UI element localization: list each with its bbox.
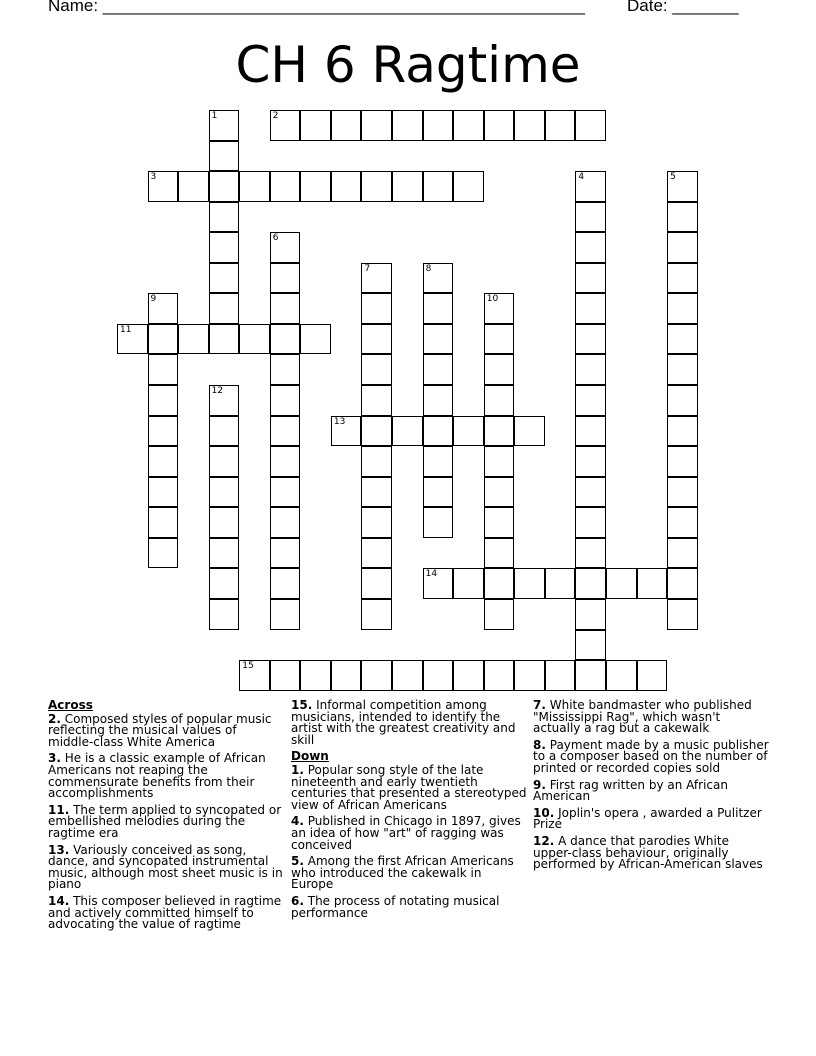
crossword-cell[interactable] xyxy=(270,507,301,538)
clue-text: Popular song style of the late nineteenth and early twentieth centuries that presented a stereotyped view of African Americans xyxy=(291,762,527,812)
crossword-cell[interactable] xyxy=(209,324,240,355)
clue-text: Composed styles of popular music reflecting the musical values of middle-class White America xyxy=(48,711,272,749)
crossword-cell[interactable] xyxy=(667,507,698,538)
crossword-cell[interactable] xyxy=(361,568,392,599)
crossword-cell[interactable] xyxy=(484,538,515,569)
crossword-cell[interactable] xyxy=(209,599,240,630)
crossword-cell[interactable] xyxy=(209,141,240,172)
crossword-cell[interactable] xyxy=(300,110,331,141)
crossword-cell[interactable] xyxy=(209,446,240,477)
crossword-cell[interactable] xyxy=(239,171,270,202)
crossword-cell[interactable] xyxy=(209,263,240,294)
crossword-cell[interactable] xyxy=(575,538,606,569)
crossword-cell[interactable] xyxy=(667,477,698,508)
crossword-cell[interactable] xyxy=(270,446,301,477)
crossword-cell[interactable] xyxy=(270,232,301,263)
crossword-cell[interactable] xyxy=(453,660,484,691)
crossword-cell[interactable] xyxy=(270,263,301,294)
crossword-cell[interactable] xyxy=(484,599,515,630)
clue-across-3 xyxy=(48,753,284,799)
crossword-cell[interactable] xyxy=(270,385,301,416)
clue-across-2 xyxy=(48,711,284,749)
crossword-cell[interactable] xyxy=(667,232,698,263)
crossword-cell[interactable] xyxy=(361,354,392,385)
clue-number: 1. xyxy=(291,762,304,777)
clue-number: 5. xyxy=(291,854,304,869)
crossword-cell[interactable] xyxy=(423,385,454,416)
crossword-cell[interactable] xyxy=(575,416,606,447)
clue-number: 2. xyxy=(48,711,61,726)
crossword-cell[interactable] xyxy=(575,171,606,202)
crossword-cell[interactable] xyxy=(392,110,423,141)
clue-across-11 xyxy=(48,802,284,840)
crossword-cell[interactable] xyxy=(423,416,454,447)
crossword-cell[interactable] xyxy=(484,446,515,477)
crossword-cell[interactable] xyxy=(423,263,454,294)
clue-number: 9. xyxy=(533,777,546,792)
crossword-cell[interactable] xyxy=(148,507,179,538)
cell-number: 13 xyxy=(333,416,346,427)
crossword-cell[interactable] xyxy=(667,263,698,294)
crossword-cell[interactable] xyxy=(667,568,698,599)
crossword-cell[interactable] xyxy=(331,416,362,447)
crossword-cell[interactable] xyxy=(667,324,698,355)
crossword-cell[interactable] xyxy=(423,110,454,141)
crossword-cell[interactable] xyxy=(148,293,179,324)
clue-text: Variously conceived as song, dance, and syncopated instrumental music, although most sheet music is in piano xyxy=(48,842,283,892)
crossword-cell[interactable] xyxy=(606,660,637,691)
crossword-cell[interactable] xyxy=(148,416,179,447)
crossword-cell[interactable] xyxy=(514,110,545,141)
clue-text: Joplin's opera , awarded a Pulitzer Prize xyxy=(533,805,762,832)
clue-number: 14. xyxy=(48,893,70,908)
crossword-cell[interactable] xyxy=(484,110,515,141)
crossword-cell[interactable] xyxy=(178,324,209,355)
clue-across-14 xyxy=(48,893,284,932)
clue-down-4 xyxy=(291,816,527,851)
crossword-cell[interactable] xyxy=(423,660,454,691)
crossword-cell[interactable] xyxy=(331,110,362,141)
cell-number: 10 xyxy=(486,294,499,305)
crossword-cell[interactable] xyxy=(361,599,392,630)
crossword-cell[interactable] xyxy=(484,354,515,385)
crossword-cell[interactable] xyxy=(575,324,606,355)
crossword-cell[interactable] xyxy=(453,110,484,141)
crossword-cell[interactable] xyxy=(148,385,179,416)
cell-number: 12 xyxy=(211,386,224,397)
crossword-cell[interactable] xyxy=(270,568,301,599)
crossword-cell[interactable] xyxy=(484,660,515,691)
crossword-cell[interactable] xyxy=(209,171,240,202)
clue-number: 13. xyxy=(48,842,70,857)
crossword-cell[interactable] xyxy=(423,477,454,508)
crossword-cell[interactable] xyxy=(270,171,301,202)
crossword-cell[interactable] xyxy=(667,599,698,630)
name-field-label: Name: ___________________________________________________ xyxy=(48,0,585,15)
crossword-cell[interactable] xyxy=(209,538,240,569)
clue-text: Among the first African Americans who introduced the cakewalk in Europe xyxy=(291,854,514,892)
cell-number: 11 xyxy=(120,324,132,335)
crossword-cell[interactable] xyxy=(545,568,576,599)
crossword-cell[interactable] xyxy=(667,446,698,477)
crossword-cell[interactable] xyxy=(637,660,668,691)
cell-number: 2 xyxy=(272,111,279,121)
crossword-cell[interactable] xyxy=(667,385,698,416)
clue-across-13 xyxy=(48,842,284,892)
crossword-cell[interactable] xyxy=(300,660,331,691)
crossword-cell[interactable] xyxy=(667,293,698,324)
crossword-cell[interactable] xyxy=(484,293,515,324)
cell-number: 4 xyxy=(578,172,585,183)
crossword-cell[interactable] xyxy=(209,416,240,447)
clue-across-15 xyxy=(291,700,527,746)
crossword-cell[interactable] xyxy=(484,416,515,447)
clue-text: Payment made by a music publisher to a composer based on the number of printed or recorded copies sold xyxy=(533,737,769,775)
crossword-cell[interactable] xyxy=(148,354,179,385)
clue-number: 6. xyxy=(291,893,304,908)
crossword-cell[interactable] xyxy=(270,354,301,385)
clue-number: 11. xyxy=(48,802,70,817)
crossword-cell[interactable] xyxy=(209,293,240,324)
crossword-cell[interactable] xyxy=(667,171,698,202)
crossword-cell[interactable] xyxy=(300,324,331,355)
crossword-cell[interactable] xyxy=(117,324,148,355)
cell-number: 14 xyxy=(425,569,438,580)
date-field-label: Date: _______ xyxy=(627,0,739,15)
crossword-cell[interactable] xyxy=(239,660,270,691)
crossword-cell[interactable] xyxy=(423,507,454,538)
crossword-cell[interactable] xyxy=(575,385,606,416)
crossword-cell[interactable] xyxy=(361,477,392,508)
crossword-cell[interactable] xyxy=(575,293,606,324)
clue-number: 3. xyxy=(48,751,61,766)
cell-number: 7 xyxy=(364,263,371,274)
crossword-cell[interactable] xyxy=(148,324,179,355)
crossword-cell[interactable] xyxy=(423,354,454,385)
across-heading: Across xyxy=(48,698,93,712)
crossword-cell[interactable] xyxy=(606,568,637,599)
crossword-cell[interactable] xyxy=(575,263,606,294)
crossword-cell[interactable] xyxy=(575,599,606,630)
crossword-cell[interactable] xyxy=(209,507,240,538)
crossword-cell[interactable] xyxy=(392,171,423,202)
crossword-cell[interactable] xyxy=(575,568,606,599)
crossword-cell[interactable] xyxy=(209,385,240,416)
page-title: CH 6 Ragtime xyxy=(235,36,581,94)
crossword-cell[interactable] xyxy=(361,507,392,538)
clue-down-8 xyxy=(533,737,769,775)
crossword-cell[interactable] xyxy=(575,354,606,385)
crossword-cell[interactable] xyxy=(331,660,362,691)
clue-text: A dance that parodies White upper-class behaviour, originally performed by African-American slaves xyxy=(533,833,763,872)
crossword-cell[interactable] xyxy=(361,263,392,294)
crossword-cell[interactable] xyxy=(637,568,668,599)
clue-down-6 xyxy=(291,893,527,920)
crossword-cell[interactable] xyxy=(331,171,362,202)
crossword-cell[interactable] xyxy=(148,538,179,569)
crossword-cell[interactable] xyxy=(392,660,423,691)
crossword-cell[interactable] xyxy=(667,202,698,233)
crossword-cell[interactable] xyxy=(300,171,331,202)
crossword-cell[interactable] xyxy=(484,324,515,355)
clue-down-9 xyxy=(533,777,769,804)
crossword-cell[interactable] xyxy=(361,385,392,416)
crossword-cell[interactable] xyxy=(270,477,301,508)
crossword-cell[interactable] xyxy=(575,630,606,661)
crossword-cell[interactable] xyxy=(575,110,606,141)
crossword-cell[interactable] xyxy=(270,538,301,569)
clue-number: 7. xyxy=(533,698,546,712)
crossword-cell[interactable] xyxy=(575,202,606,233)
clue-column-1 xyxy=(48,700,284,936)
crossword-cell[interactable] xyxy=(453,416,484,447)
crossword-cell[interactable] xyxy=(484,385,515,416)
clue-text: First rag written by an African American xyxy=(533,777,728,804)
crossword-cell[interactable] xyxy=(270,324,301,355)
crossword-cell[interactable] xyxy=(423,171,454,202)
clue-down-10 xyxy=(533,805,769,832)
crossword-cell[interactable] xyxy=(453,568,484,599)
crossword-cell[interactable] xyxy=(423,446,454,477)
crossword-cell[interactable] xyxy=(209,202,240,233)
clue-text: This composer believed in ragtime and actively committed himself to advocating the value of ragtime xyxy=(48,893,282,932)
clue-number: 4. xyxy=(291,814,304,829)
crossword-cell[interactable] xyxy=(270,110,301,141)
clue-text: The process of notating musical performance xyxy=(291,893,500,920)
crossword-cell[interactable] xyxy=(270,293,301,324)
crossword-cell[interactable] xyxy=(209,232,240,263)
crossword-cell[interactable] xyxy=(148,446,179,477)
crossword-cell[interactable] xyxy=(270,416,301,447)
crossword-cell[interactable] xyxy=(575,507,606,538)
clue-down-7 xyxy=(533,700,769,735)
crossword-cell[interactable] xyxy=(545,110,576,141)
crossword-cell[interactable] xyxy=(361,171,392,202)
cell-number: 3 xyxy=(150,172,157,183)
clue-text: Informal competition among musicians, intended to identify the artist with the greatest creativity and skill xyxy=(291,698,516,747)
clue-text: Published in Chicago in 1897, gives an idea of how "art" of ragging was conceived xyxy=(291,814,521,852)
clue-number: 10. xyxy=(533,805,555,820)
cell-number: 1 xyxy=(211,111,218,121)
clue-number: 15. xyxy=(291,698,313,712)
down-heading: Down xyxy=(291,749,329,764)
crossword-cell[interactable] xyxy=(575,232,606,263)
clue-down-5 xyxy=(291,856,527,891)
clue-number: 12. xyxy=(533,833,555,848)
clue-column-2 xyxy=(291,700,527,924)
crossword-cell[interactable] xyxy=(514,568,545,599)
crossword-cell[interactable] xyxy=(361,293,392,324)
crossword-cell[interactable] xyxy=(361,446,392,477)
crossword-cell[interactable] xyxy=(361,416,392,447)
cell-number: 15 xyxy=(242,661,254,672)
crossword-cell[interactable] xyxy=(209,477,240,508)
crossword-cell[interactable] xyxy=(392,416,423,447)
crossword-cell[interactable] xyxy=(575,446,606,477)
crossword-cell[interactable] xyxy=(423,324,454,355)
crossword-cell[interactable] xyxy=(575,477,606,508)
clue-text: The term applied to syncopated or embellished melodies during the ragtime era xyxy=(48,802,282,840)
crossword-cell[interactable] xyxy=(575,660,606,691)
clue-down-1 xyxy=(291,762,527,812)
cell-number: 5 xyxy=(670,172,676,183)
cell-number: 8 xyxy=(425,263,432,274)
cell-number: 6 xyxy=(272,233,279,244)
crossword-cell[interactable] xyxy=(484,477,515,508)
crossword-cell[interactable] xyxy=(361,660,392,691)
clue-text: He is a classic example of African Americans not reaping the commensurate benefits from their accomplishments xyxy=(48,751,266,801)
crossword-cell[interactable] xyxy=(361,110,392,141)
crossword-cell[interactable] xyxy=(514,416,545,447)
crossword-cell[interactable] xyxy=(178,171,209,202)
crossword-cell[interactable] xyxy=(148,477,179,508)
crossword-cell[interactable] xyxy=(423,568,454,599)
clue-number: 8. xyxy=(533,737,546,752)
crossword-cell[interactable] xyxy=(453,171,484,202)
crossword-cell[interactable] xyxy=(239,324,270,355)
cell-number: 9 xyxy=(150,294,157,305)
crossword-cell[interactable] xyxy=(361,324,392,355)
clue-text: White bandmaster who published "Mississippi Rag", which wasn't actually a rag but a cakewalk xyxy=(533,698,752,736)
crossword-cell[interactable] xyxy=(270,599,301,630)
crossword-cell[interactable] xyxy=(423,293,454,324)
crossword-cell[interactable] xyxy=(361,538,392,569)
crossword-cell[interactable] xyxy=(484,507,515,538)
crossword-cell[interactable] xyxy=(484,568,515,599)
crossword-cell[interactable] xyxy=(545,660,576,691)
crossword-cell[interactable] xyxy=(148,171,179,202)
crossword-cell[interactable] xyxy=(209,110,240,141)
crossword-cell[interactable] xyxy=(667,538,698,569)
crossword-cell[interactable] xyxy=(209,568,240,599)
clue-down-12 xyxy=(533,833,769,872)
crossword-cell[interactable] xyxy=(667,416,698,447)
crossword-cell[interactable] xyxy=(270,660,301,691)
clue-column-3 xyxy=(533,700,769,876)
crossword-cell[interactable] xyxy=(514,660,545,691)
crossword-cell[interactable] xyxy=(667,354,698,385)
